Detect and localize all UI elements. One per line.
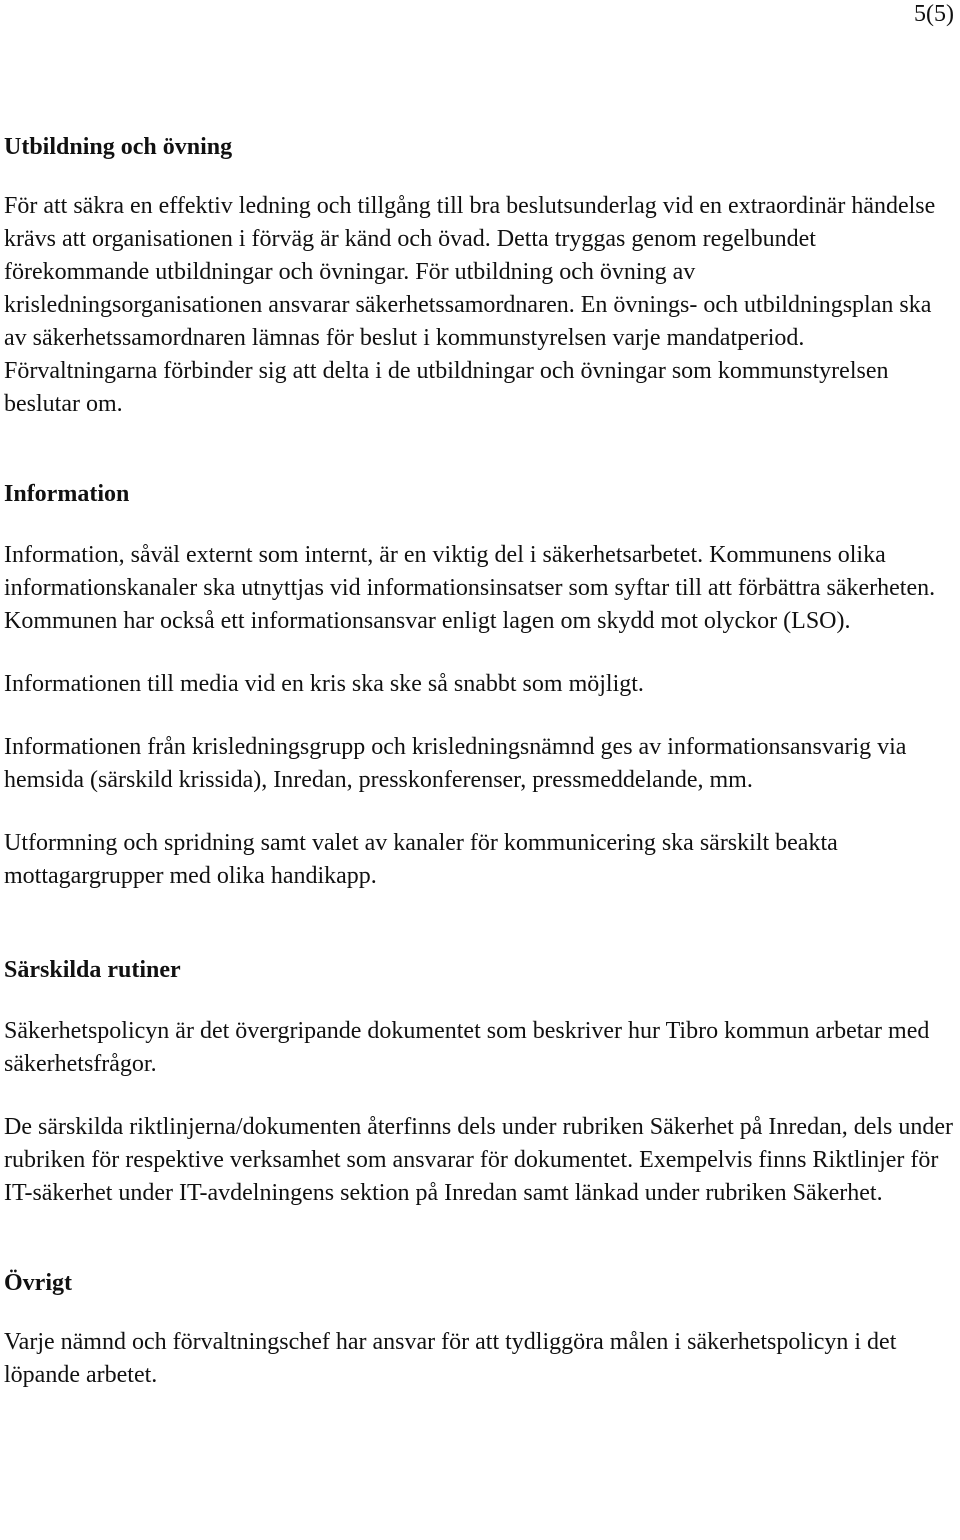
paragraph-information-3: Informationen från krisledningsgrupp och krisledningsnämnd ges av informationsansvarig via hemsida (särskild krissida), Inredan, presskonferenser, pressmeddelande, mm.	[4, 734, 907, 793]
heading-sarskilda-rutiner: Särskilda rutiner	[4, 957, 181, 983]
paragraph-rutiner-1: Säkerhetspolicyn är det övergripande dokumentet som beskriver hur Tibro kommun arbetar med säkerhetsfrågor.	[4, 1018, 930, 1077]
paragraph-information-4: Utformning och spridning samt valet av kanaler för kommunicering ska särskilt beakta mottagargrupper med olika handikapp.	[4, 830, 838, 889]
heading-ovrigt: Övrigt	[4, 1270, 72, 1296]
heading-utbildning: Utbildning och övning	[4, 134, 233, 160]
heading-information: Information	[4, 481, 130, 507]
paragraph-information-2: Informationen till media vid en kris ska ske så snabbt som möjligt.	[4, 671, 644, 697]
paragraph-information-1: Information, såväl externt som internt, är en viktig del i säkerhetsarbetet. Kommunens olika informationskanaler ska utnyttjas vid informationsinsatser som syftar till att förbättra säkerheten. Kommunen har också ett informationsansvar enligt lagen om skydd mot olyckor (LSO).	[4, 542, 936, 634]
page-number: 5(5)	[914, 1, 954, 27]
paragraph-rutiner-2: De särskilda riktlinjerna/dokumenten återfinns dels under rubriken Säkerhet på Inredan, dels under rubriken för respektive verksamhet som ansvarar för dokumentet. Exempelvis finns Riktlinjer för IT-säkerhet under IT-avdelningens sektion på Inredan samt länkad under rubriken Säkerhet.	[4, 1114, 954, 1206]
paragraph-ovrigt-1: Varje nämnd och förvaltningschef har ansvar för att tydliggöra målen i säkerhetspolicyn i det löpande arbetet.	[4, 1329, 897, 1388]
document-body	[4, 130, 956, 1392]
paragraph-utbildning-1: För att säkra en effektiv ledning och tillgång till bra beslutsunderlag vid en extraordinär händelse krävs att organisationen i förväg är känd och övad. Detta tryggas genom regelbundet förekommande utbildningar och övningar. För utbildning och övning av krisledningsorganisationen ansvarar säkerhetssamordnaren. En övnings- och utbildningsplan ska av säkerhetssamordnaren lämnas för beslut i kommunstyrelsen varje mandatperiod. Förvaltningarna förbinder sig att delta i de utbildningar och övningar som kommunstyrelsen beslutar om.	[4, 193, 936, 417]
